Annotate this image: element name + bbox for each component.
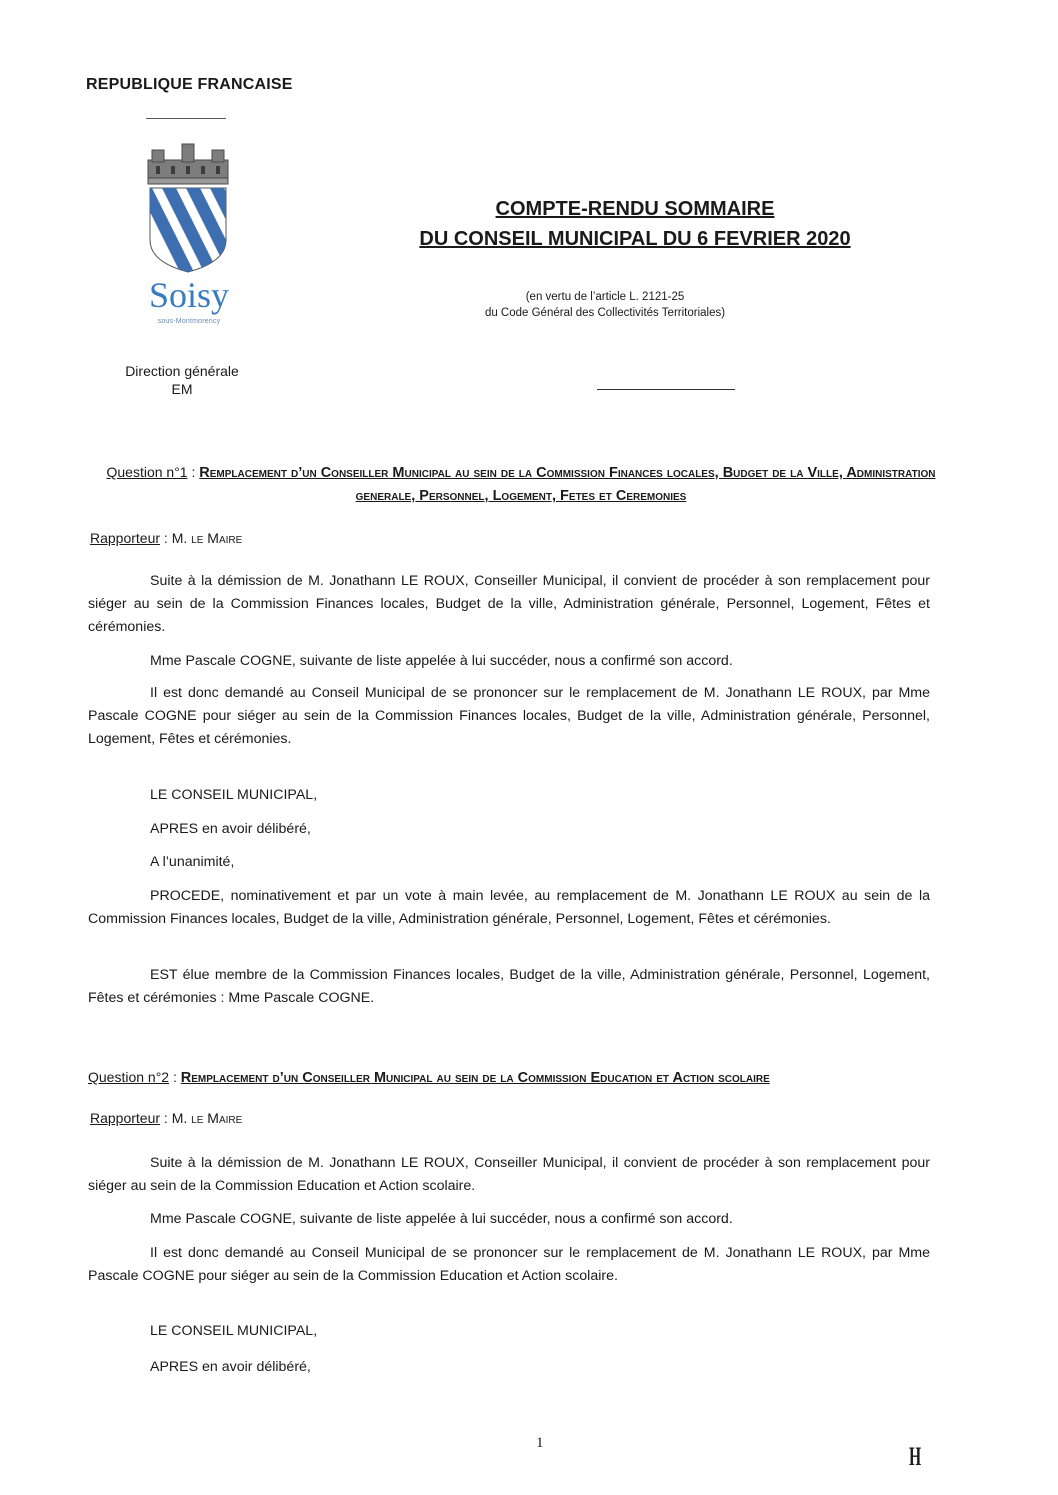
legal-reference: [440, 289, 770, 321]
paragraph-text: Suite à la démission de M. Jonathann LE ROUX, Conseiller Municipal, il convient de procéder à son remplacement pour siéger au sein de la Commission Education et Action scolaire.: [88, 1155, 930, 1194]
paragraph-text: APRES en avoir délibéré,: [150, 1359, 311, 1375]
document-title: [340, 194, 930, 254]
paragraph-text: Mme Pascale COGNE, suivante de liste appelée à lui succéder, nous a confirmé son accord.: [150, 1211, 733, 1227]
question-1-decision: [88, 885, 930, 931]
rapporteur-label: Rapporteur: [90, 530, 161, 546]
rapporteur-name: le Maire: [191, 1110, 243, 1126]
question-2-paragraph-1: [88, 1152, 930, 1198]
question-1-number: Question n°1: [106, 464, 188, 480]
question-2-paragraph-2: [88, 1208, 930, 1231]
logo-subtitle: sous-Montmorency: [157, 318, 221, 325]
paragraph-text: Il est donc demandé au Conseil Municipal de se prononcer sur le remplacement de M. Jonathann LE ROUX, par Mme Pascale COGNE pour siéger au sein de la Commission Finances locales, Budget de la ville, Administration générale, Personnel, Logement, Fêtes et cérémonies.: [88, 685, 930, 747]
legal-reference-line-2: du Code Général des Collectivités Territoriales): [484, 307, 726, 319]
question-2-paragraph-3: [88, 1242, 930, 1288]
republique-heading: REPUBLIQUE FRANCAISE: [86, 76, 293, 93]
question-2-rapporteur: [90, 1110, 242, 1126]
paragraph-text: A l’unanimité,: [150, 854, 235, 870]
rapporteur-separator: : M.: [160, 1110, 192, 1126]
direction-initials: EM: [171, 381, 193, 397]
initials-signature-icon: H: [909, 1442, 922, 1471]
legal-reference-line-1: (en vertu de l’article L. 2121-25: [525, 291, 685, 303]
paragraph-text: Mme Pascale COGNE, suivante de liste appelée à lui succéder, nous a confirmé son accord.: [150, 653, 733, 669]
paragraph-text: PROCEDE, nominativement et par un vote à main levée, au remplacement de M. Jonathann LE ROUX au sein de la Commission Finances locales, Budget de la ville, Administration générale, Personnel, Logement, Fêtes et cérémonies.: [88, 888, 930, 927]
rapporteur-separator: : M.: [160, 530, 192, 546]
question-1-separator: :: [187, 464, 200, 480]
question-1-paragraph-3: [88, 682, 930, 751]
question-1-deliberation: [88, 818, 930, 841]
question-1-title: Remplacement d’un Conseiller Municipal au sein de la Commission Finances locales, Budget de la Ville, Administration generale, Personnel, Logement, Fetes et Ceremonies: [199, 465, 936, 504]
paragraph-text: Suite à la démission de M. Jonathann LE ROUX, Conseiller Municipal, il convient de procéder à son remplacement pour siéger au sein de la Commission Finances locales, Budget de la ville, Administration générale, Personnel, Logement, Fêtes et cérémonies.: [88, 573, 930, 635]
top-divider: [146, 118, 226, 119]
paragraph-text: EST élue membre de la Commission Finances locales, Budget de la ville, Administration générale, Personnel, Logement, Fêtes et cérémonies : Mme Pascale COGNE.: [88, 967, 930, 1006]
question-2-deliberation: [88, 1356, 930, 1379]
logo-wordmark: Soisy: [148, 275, 230, 315]
title-line-2: DU CONSEIL MUNICIPAL DU 6 FEVRIER 2020: [419, 228, 851, 250]
direction-block: [112, 362, 252, 398]
question-2-heading: [88, 1066, 950, 1089]
question-2-separator: :: [169, 1069, 181, 1085]
rapporteur-label: Rapporteur: [90, 1110, 161, 1126]
question-1-paragraph-2: [88, 650, 930, 673]
question-1-paragraph-1: [88, 570, 930, 639]
paragraph-text: Il est donc demandé au Conseil Municipal de se prononcer sur le remplacement de M. Jonathann LE ROUX, par Mme Pascale COGNE pour siéger au sein de la Commission Education et Action scolaire.: [88, 1245, 930, 1284]
question-1-rapporteur: [90, 530, 242, 546]
question-2-number: Question n°2: [88, 1069, 170, 1085]
question-2-title: Remplacement d’un Conseiller Municipal au sein de la Commission Education et Action scolaire: [180, 1070, 770, 1086]
paragraph-text: LE CONSEIL MUNICIPAL,: [150, 787, 318, 803]
coat-of-arms-icon: [138, 140, 238, 280]
question-1-heading: [90, 461, 952, 507]
rapporteur-name: le Maire: [191, 530, 243, 546]
question-1-vote: [88, 851, 930, 874]
question-1-result: [88, 964, 930, 1010]
question-2-council: [88, 1320, 930, 1343]
paragraph-text: LE CONSEIL MUNICIPAL,: [150, 1323, 318, 1339]
page-number: 1: [536, 1435, 544, 1451]
question-1-council: [88, 784, 930, 807]
direction-label: Direction générale: [125, 363, 239, 379]
paragraph-text: APRES en avoir délibéré,: [150, 821, 311, 837]
title-line-1: COMPTE-RENDU SOMMAIRE: [495, 198, 775, 220]
title-divider: [597, 389, 735, 390]
